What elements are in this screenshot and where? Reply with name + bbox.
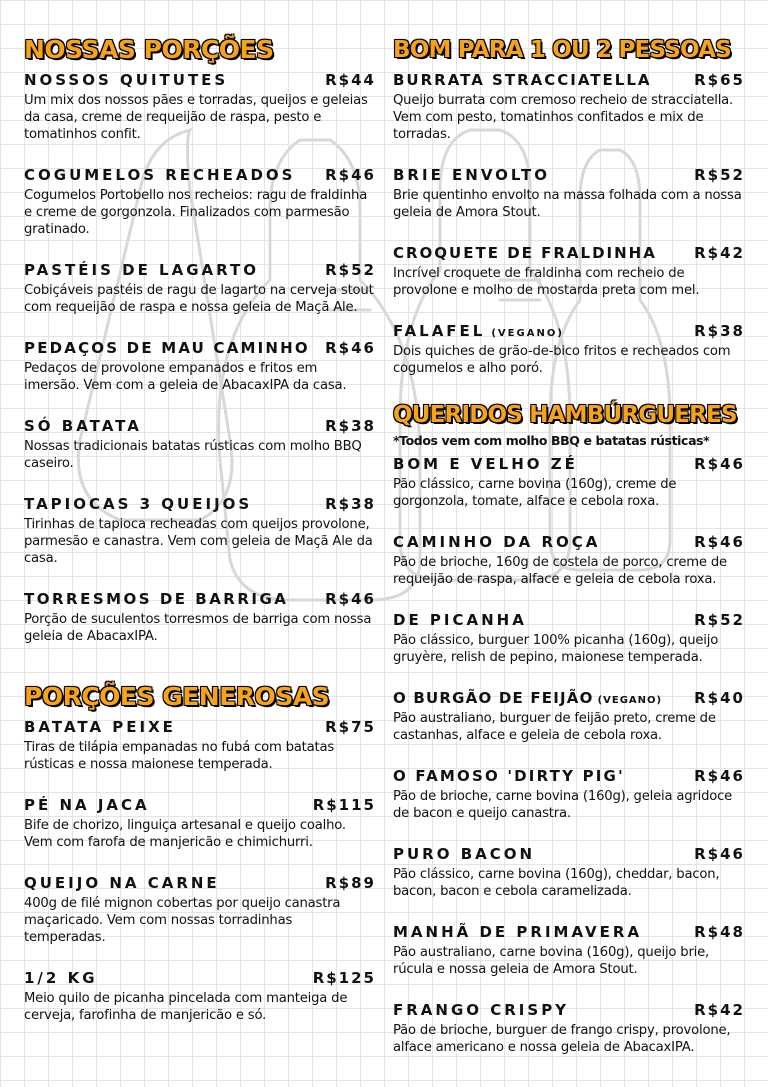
item-name: PÉ NA JACA xyxy=(24,796,150,814)
item-tag: (VEGANO) xyxy=(491,328,564,339)
item-description: Tirinhas de tapioca recheadas com queijos provolone, parmesão e canastra. Vem com geleia de Maçã Ale da casa. xyxy=(24,517,373,566)
item-name: COGUMELOS RECHEADOS xyxy=(24,166,296,184)
item-name: O FAMOSO 'DIRTY PIG' xyxy=(393,767,625,785)
item-description: Incrível croquete de fraldinha com recheio de provolone e molho de mostarda preta com mel. xyxy=(393,266,700,298)
item-price: R$46 xyxy=(325,339,376,357)
section-bom-para-1-ou-2 xyxy=(393,34,745,377)
item-price: R$46 xyxy=(325,590,376,608)
item-description: Queijo burrata com cremoso recheio de stracciatella. Vem com pesto, tomatinhos confitados e mix de torradas. xyxy=(393,93,734,142)
item-price: R$46 xyxy=(694,767,745,785)
item-price: R$52 xyxy=(694,166,745,184)
item-description: Tiras de tilápia empanadas no fubá com batatas rústicas e nossa maionese temperada. xyxy=(24,740,335,772)
item-price: R$40 xyxy=(694,689,745,707)
item-price: R$75 xyxy=(325,718,376,736)
item-price: R$89 xyxy=(325,874,376,892)
item-tag: (VEGANO) xyxy=(597,695,663,706)
item-description: Pão clássico, carne bovina (160g), cheddar, bacon, bacon, bacon e cebola caramelizada. xyxy=(393,867,720,899)
item-name: MANHÃ DE PRIMAVERA xyxy=(393,923,643,941)
item-description: Cobiçáveis pastéis de ragu de lagarto na cerveja stout com requeijão de raspa e nossa geleia de Maçã Ale. xyxy=(24,283,374,315)
item-description: Porção de suculentos torresmos de barriga com nossa geleia de AbacaxIPA. xyxy=(24,612,372,644)
item-price: R$115 xyxy=(312,796,376,814)
menu-item xyxy=(393,610,745,666)
item-name: TAPIOCAS 3 QUEIJOS xyxy=(24,495,253,513)
item-price: R$44 xyxy=(325,71,376,89)
menu-item xyxy=(393,844,745,900)
item-name: 1/2 KG xyxy=(24,969,98,987)
item-price: R$125 xyxy=(312,969,376,987)
menu-item xyxy=(24,717,376,773)
item-name: CAMINHO DA ROÇA xyxy=(393,533,601,551)
item-name: QUEIJO NA CARNE xyxy=(24,874,220,892)
section-title: NOSSAS PORÇÕES xyxy=(24,35,274,64)
item-description: Pão de brioche, 160g de costela de porco, creme de requeijão de raspa, alface e geleia de cebola roxa. xyxy=(393,555,727,587)
menu-item xyxy=(24,338,376,394)
item-price: R$38 xyxy=(325,495,376,513)
item-name: O BURGÃO DE FEIJÃO xyxy=(393,689,594,707)
menu-item xyxy=(24,165,376,238)
menu-item xyxy=(393,766,745,822)
item-price: R$46 xyxy=(694,533,745,551)
section-nossas-porcoes xyxy=(24,34,376,645)
section-title: BOM PARA 1 OU 2 PESSOAS xyxy=(393,37,731,63)
item-price: R$46 xyxy=(694,455,745,473)
item-name: DE PICANHA xyxy=(393,611,527,629)
item-description: Pão clássico, carne bovina (160g), creme de gorgonzola, tomate, alface e cebola roxa. xyxy=(393,477,677,509)
item-description: Um mix dos nossos pães e torradas, queijos e geleias da casa, creme de requeijão de raspa, pesto e tomatinhos confit. xyxy=(24,93,368,142)
item-name: FALAFEL xyxy=(393,322,486,340)
item-description: Bife de chorizo, linguiça artesanal e queijo coalho. Vem com farofa de manjericão e chimichurri. xyxy=(24,818,346,850)
menu-item xyxy=(24,416,376,472)
menu-item xyxy=(393,243,745,299)
menu-item xyxy=(393,165,745,221)
item-description: Pão de brioche, burguer de frango crispy, provolone, alface americano e nossa geleia de AbacaxIPA. xyxy=(393,1023,731,1055)
item-name: PURO BACON xyxy=(393,845,536,863)
item-name: NOSSOS QUITUTES xyxy=(24,71,229,89)
item-description: 400g de filé mignon cobertas por queijo canastra maçaricado. Vem com nossas torradinhas temperadas. xyxy=(24,896,341,945)
item-description: Nossas tradicionais batatas rústicas com molho BBQ caseiro. xyxy=(24,439,362,471)
item-price: R$46 xyxy=(694,845,745,863)
item-name: CROQUETE DE FRALDINHA xyxy=(393,244,657,262)
section-note: *Todos vem com molho BBQ e batatas rústicas* xyxy=(393,433,710,448)
item-name: BATATA PEIXE xyxy=(24,718,176,736)
item-price: R$48 xyxy=(694,923,745,941)
left-column xyxy=(24,34,376,1046)
menu-item xyxy=(393,688,745,744)
item-name: PEDAÇOS DE MAU CAMINHO xyxy=(24,339,310,357)
menu-item xyxy=(24,70,376,143)
menu-item xyxy=(393,922,745,978)
item-description: Pão de brioche, carne bovina (160g), geleia agridoce de bacon e queijo canastra. xyxy=(393,789,733,821)
item-description: Dois quiches de grão-de-bico fritos e recheados com cogumelos e alho poró. xyxy=(393,344,731,376)
item-description: Meio quilo de picanha pincelada com manteiga de cerveja, farofinha de manjericão e só. xyxy=(24,991,348,1023)
item-price: R$38 xyxy=(694,322,745,340)
item-price: R$42 xyxy=(694,1001,745,1019)
section-queridos-hamburgueres xyxy=(393,399,745,1056)
item-name: FRANGO CRISPY xyxy=(393,1001,570,1019)
item-description: Pão clássico, burguer 100% picanha (160g), queijo gruyère, relish de pepino, maionese temperada. xyxy=(393,633,719,665)
item-description: Pão australiano, carne bovina (160g), queijo brie, rúcula e nossa geleia de Amora Stout. xyxy=(393,945,710,977)
menu-item xyxy=(24,795,376,851)
menu-item xyxy=(24,589,376,645)
item-price: R$38 xyxy=(325,417,376,435)
item-price: R$42 xyxy=(694,244,745,262)
right-column xyxy=(393,34,745,1056)
item-name: BOM E VELHO ZÉ xyxy=(393,455,578,473)
menu-item xyxy=(24,494,376,567)
menu-item xyxy=(393,70,745,143)
item-description: Cogumelos Portobello nos recheios: ragu de fraldinha e creme de gorgonzola. Finalizados com parmesão gratinado. xyxy=(24,188,368,237)
menu-item xyxy=(393,454,745,510)
item-description: Pão australiano, burguer de feijão preto, creme de castanhas, alface e geleia de cebola roxa. xyxy=(393,711,716,743)
menu-item xyxy=(24,968,376,1024)
item-name: BURRATA STRACCIATELLA xyxy=(393,71,652,89)
item-name: SÓ BATATA xyxy=(24,417,142,435)
item-name: PASTÉIS DE LAGARTO xyxy=(24,261,259,279)
item-price: R$52 xyxy=(325,261,376,279)
item-price: R$65 xyxy=(694,71,745,89)
item-name: BRIE ENVOLTO xyxy=(393,166,550,184)
section-title: PORÇÕES GENEROSAS xyxy=(24,682,330,711)
section-porcoes-generosas xyxy=(24,681,376,1024)
menu-item xyxy=(393,1000,745,1056)
item-price: R$46 xyxy=(325,166,376,184)
item-description: Brie quentinho envolto na massa folhada com a nossa geleia de Amora Stout. xyxy=(393,188,742,220)
menu-item xyxy=(393,532,745,588)
item-name: TORRESMOS DE BARRIGA xyxy=(24,590,289,608)
menu-item xyxy=(24,873,376,946)
menu-item xyxy=(393,321,745,377)
section-title: QUERIDOS HAMBÚRGUERES xyxy=(393,402,737,428)
item-price: R$52 xyxy=(694,611,745,629)
item-description: Pedaços de provolone empanados e fritos em imersão. Vem com a geleia de AbacaxIPA da casa. xyxy=(24,361,347,393)
menu-item xyxy=(24,260,376,316)
